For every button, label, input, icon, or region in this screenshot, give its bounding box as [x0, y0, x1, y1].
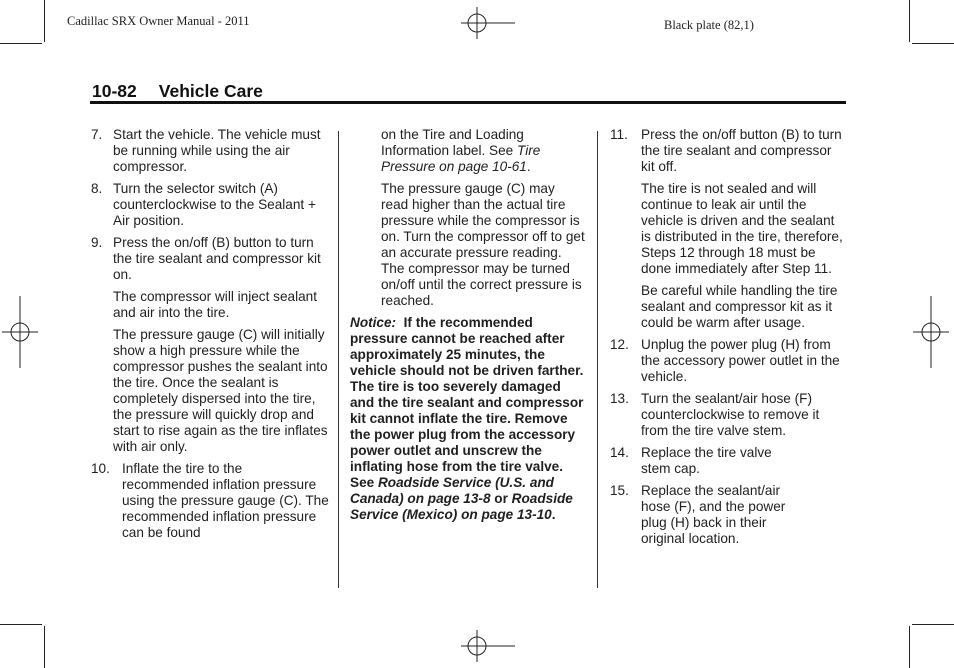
list-item: 10. Inflate the tire to the recommended inflation pressure using the pressure gauge (C). The recommended inflation pressure can be found — [91, 461, 329, 540]
column-divider — [338, 131, 339, 588]
crop-mark — [912, 43, 954, 44]
list-item: 8. Turn the selector switch (A) counterclockwise to the Sealant + Air position. — [91, 181, 316, 228]
crop-mark — [0, 43, 42, 44]
list-item: 14. Replace the tire valve stem cap. — [610, 445, 772, 476]
manual-header: Cadillac SRX Owner Manual - 2011 — [67, 14, 250, 28]
column-3 — [610, 127, 848, 553]
paragraph: The tire is not sealed and will continue to leak air until the vehicle is driven and the sealant is distributed in the tire, therefore, Steps 12 through 18 must be done immediately after Step 11. — [641, 181, 843, 276]
crop-mark — [44, 626, 45, 668]
crop-mark — [44, 0, 45, 42]
notice-label: Notice: — [350, 315, 397, 330]
cross-reference[interactable]: Tire Pressure on page 10-61 — [381, 143, 541, 174]
paragraph: The pressure gauge (C) may read higher than the actual tire pressure while the compressor is on. Turn the compressor off to get an accurate pressure reading. The compressor may be turned on/off until the correct pressure is reached. — [381, 181, 585, 308]
list-item: 7. Start the vehicle. The vehicle must be running while using the air compressor. — [91, 127, 321, 174]
crop-mark — [909, 626, 910, 668]
list-item: 15. Replace the sealant/air hose (F), and the power plug (H) back in their original location. — [610, 483, 786, 546]
cross-reference[interactable]: Roadside Service (U.S. and Canada) on page 13-8 — [350, 475, 554, 506]
crop-mark — [912, 624, 954, 625]
crop-mark — [0, 624, 42, 625]
column-2 — [350, 127, 585, 529]
paragraph: The pressure gauge (C) will initially show a high pressure while the compressor pushes the sealant into the tire. Once the sealant is completely dispersed into the tire, the pressure will quickly drop and start to rise again as the tire inflates with air only. — [113, 327, 328, 454]
page-number: 10-82 — [92, 81, 137, 101]
list-item: 12. Unplug the power plug (H) from the accessory power outlet in the vehicle. — [610, 337, 840, 384]
list-item: 13. Turn the sealant/air hose (F) counterclockwise to remove it from the tire valve stem. — [610, 391, 820, 438]
registration-mark-icon — [461, 630, 515, 662]
registration-mark-icon — [0, 296, 40, 368]
paragraph: The compressor will inject sealant and air into the tire. — [113, 289, 317, 320]
page-title — [92, 81, 263, 102]
header-rule — [90, 101, 846, 104]
crop-mark — [909, 0, 910, 42]
cross-reference[interactable]: Roadside Service (Mexico) on page 13-10 — [350, 491, 573, 522]
paragraph: Be careful while handling the tire sealant and compressor kit as it could be warm after usage. — [641, 283, 838, 330]
section-title: Vehicle Care — [158, 81, 263, 101]
registration-mark-icon — [912, 296, 952, 368]
registration-mark-icon — [461, 7, 515, 39]
column-1 — [91, 127, 331, 547]
list-item: 9. Press the on/off (B) button to turn the tire sealant and compressor kit on. — [91, 235, 321, 282]
list-item: 11. Press the on/off button (B) to turn the tire sealant and compressor kit off. — [610, 127, 842, 174]
paragraph: on the Tire and Loading Information label. See Tire Pressure on page 10-61. — [381, 127, 541, 174]
column-divider — [597, 131, 598, 588]
notice-paragraph: Notice: If the recommended pressure cannot be reached after approximately 25 minutes, the vehicle should not be driven farther. The tire is too severely damaged and the tire sealant and compressor kit cannot inflate the tire. Remove the power plug from the accessory power outlet and unscrew the inflating hose from the tire valve. See Roadside Service (U.S. and Canada) on page 13-8 or Roadside Service (Mexico) on page 13-10. — [350, 315, 584, 522]
plate-header: Black plate (82,1) — [664, 18, 754, 32]
